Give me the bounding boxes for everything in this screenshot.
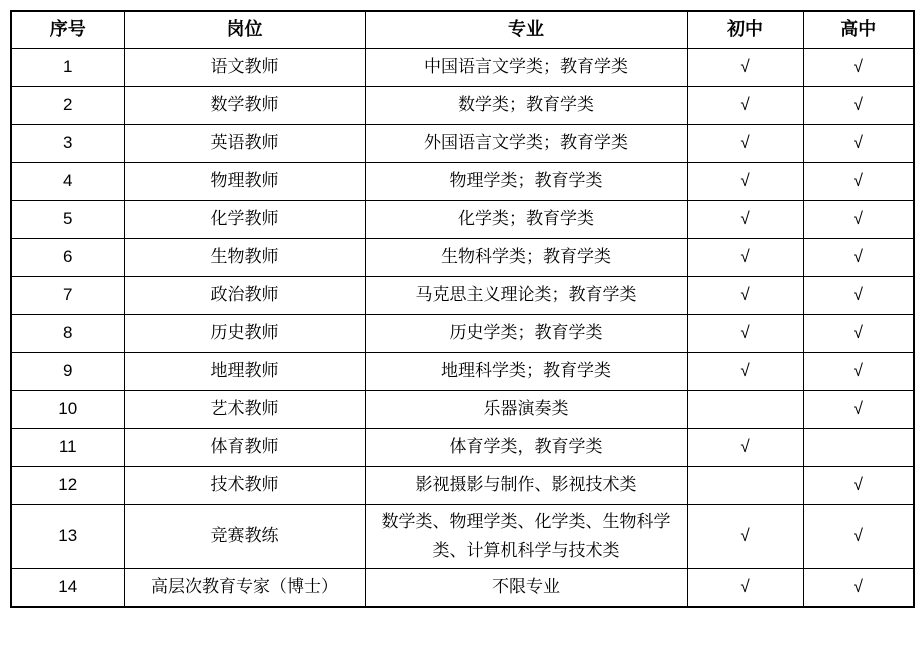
cell-major: 影视摄影与制作、影视技术类: [365, 466, 687, 504]
cell-position: 技术教师: [124, 466, 365, 504]
cell-senior-high-check: [803, 428, 914, 466]
table-row: [11, 352, 914, 390]
cell-no: 5: [11, 200, 124, 238]
table-row: [11, 238, 914, 276]
cell-junior-high-check: [687, 390, 803, 428]
cell-position: 地理教师: [124, 352, 365, 390]
cell-no: 11: [11, 428, 124, 466]
cell-position: 竞赛教练: [124, 504, 365, 569]
cell-junior-high-check: √: [687, 200, 803, 238]
cell-no: 14: [11, 569, 124, 607]
cell-junior-high-check: √: [687, 569, 803, 607]
cell-major: 不限专业: [365, 569, 687, 607]
cell-position: 生物教师: [124, 238, 365, 276]
cell-position: 高层次教育专家（博士）: [124, 569, 365, 607]
cell-position: 数学教师: [124, 86, 365, 124]
cell-major: 历史学类；教育学类: [365, 314, 687, 352]
cell-junior-high-check: √: [687, 314, 803, 352]
cell-senior-high-check: √: [803, 48, 914, 86]
cell-senior-high-check: √: [803, 504, 914, 569]
table-row: [11, 48, 914, 86]
cell-major: 外国语言文学类；教育学类: [365, 124, 687, 162]
cell-major: 化学类；教育学类: [365, 200, 687, 238]
col-header-major: 专业: [365, 11, 687, 48]
cell-senior-high-check: √: [803, 162, 914, 200]
cell-position: 语文教师: [124, 48, 365, 86]
cell-junior-high-check: √: [687, 428, 803, 466]
cell-junior-high-check: √: [687, 352, 803, 390]
table-row: [11, 466, 914, 504]
cell-senior-high-check: √: [803, 238, 914, 276]
cell-major: 体育学类，教育学类: [365, 428, 687, 466]
col-header-position: 岗位: [124, 11, 365, 48]
cell-position: 体育教师: [124, 428, 365, 466]
col-header-no: 序号: [11, 11, 124, 48]
cell-senior-high-check: √: [803, 124, 914, 162]
cell-senior-high-check: √: [803, 86, 914, 124]
cell-senior-high-check: √: [803, 390, 914, 428]
cell-senior-high-check: √: [803, 569, 914, 607]
col-header-senior-high: 高中: [803, 11, 914, 48]
recruitment-positions-table: [10, 10, 915, 608]
cell-junior-high-check: √: [687, 86, 803, 124]
cell-senior-high-check: √: [803, 200, 914, 238]
cell-no: 13: [11, 504, 124, 569]
cell-major: 马克思主义理论类；教育学类: [365, 276, 687, 314]
cell-no: 3: [11, 124, 124, 162]
table-row: [11, 428, 914, 466]
cell-no: 10: [11, 390, 124, 428]
cell-junior-high-check: √: [687, 504, 803, 569]
cell-major: 数学类、物理学类、化学类、生物科学类、计算机科学与技术类: [365, 504, 687, 569]
cell-no: 12: [11, 466, 124, 504]
cell-major: 中国语言文学类；教育学类: [365, 48, 687, 86]
cell-no: 8: [11, 314, 124, 352]
cell-no: 7: [11, 276, 124, 314]
cell-position: 政治教师: [124, 276, 365, 314]
table-row: [11, 504, 914, 569]
cell-position: 化学教师: [124, 200, 365, 238]
cell-major: 数学类；教育学类: [365, 86, 687, 124]
cell-position: 英语教师: [124, 124, 365, 162]
cell-no: 4: [11, 162, 124, 200]
cell-senior-high-check: √: [803, 466, 914, 504]
table-row: [11, 314, 914, 352]
table-row: [11, 124, 914, 162]
cell-major: 地理科学类；教育学类: [365, 352, 687, 390]
cell-senior-high-check: √: [803, 352, 914, 390]
col-header-junior-high: 初中: [687, 11, 803, 48]
cell-junior-high-check: √: [687, 238, 803, 276]
table-row: [11, 569, 914, 607]
table-row: [11, 276, 914, 314]
table-row: [11, 86, 914, 124]
table-body: [11, 48, 914, 607]
cell-major: 生物科学类；教育学类: [365, 238, 687, 276]
cell-no: 1: [11, 48, 124, 86]
table-row: [11, 390, 914, 428]
cell-no: 2: [11, 86, 124, 124]
cell-senior-high-check: √: [803, 276, 914, 314]
cell-position: 艺术教师: [124, 390, 365, 428]
cell-senior-high-check: √: [803, 314, 914, 352]
table-header-row: [11, 11, 914, 48]
cell-junior-high-check: √: [687, 276, 803, 314]
cell-no: 6: [11, 238, 124, 276]
table-row: [11, 162, 914, 200]
cell-junior-high-check: √: [687, 48, 803, 86]
cell-junior-high-check: √: [687, 162, 803, 200]
cell-no: 9: [11, 352, 124, 390]
cell-position: 物理教师: [124, 162, 365, 200]
cell-major: 物理学类；教育学类: [365, 162, 687, 200]
cell-junior-high-check: [687, 466, 803, 504]
cell-position: 历史教师: [124, 314, 365, 352]
cell-major: 乐器演奏类: [365, 390, 687, 428]
table-row: [11, 200, 914, 238]
cell-junior-high-check: √: [687, 124, 803, 162]
